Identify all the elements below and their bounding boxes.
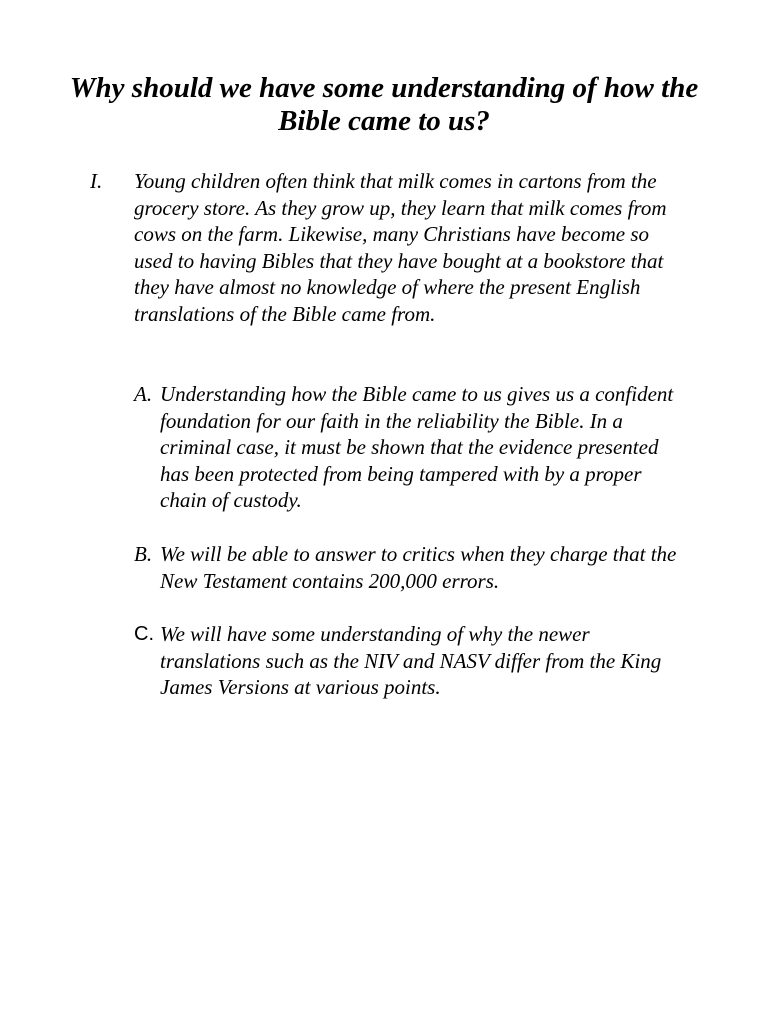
point-c-text: We will have some understanding of why the newer translations such as the NIV and NASV differ from the King James Versions at various points. — [160, 622, 662, 700]
point-a-text: Understanding how the Bible came to us gives us a confident foundation for our faith in the reliability the Bible. In a criminal case, it must be shown that the evidence presented has been protected from being tampered with by a proper chain of custody. — [160, 382, 674, 513]
section-text: Young children often think that milk comes in cartons from the grocery store. As they grow up, they learn that milk comes from cows on the farm. Likewise, many Christians have become so used to having Bibles that they have bought at a bookstore that they have almost no knowledge of where the present English translations of the Bible came from. — [134, 169, 667, 326]
point-b — [134, 541, 679, 594]
point-b-marker: B. — [134, 542, 153, 566]
point-c-marker: C. — [134, 623, 154, 645]
point-b-text: We will be able to answer to critics when they charge that the New Testament contains 200,000 errors. — [160, 542, 677, 593]
point-a — [134, 381, 679, 514]
point-a-marker: A. — [134, 382, 153, 406]
section-marker: I. — [90, 169, 103, 193]
page-title: Why should we have some understanding of how the Bible came to us? — [69, 72, 699, 137]
point-c — [134, 621, 679, 701]
